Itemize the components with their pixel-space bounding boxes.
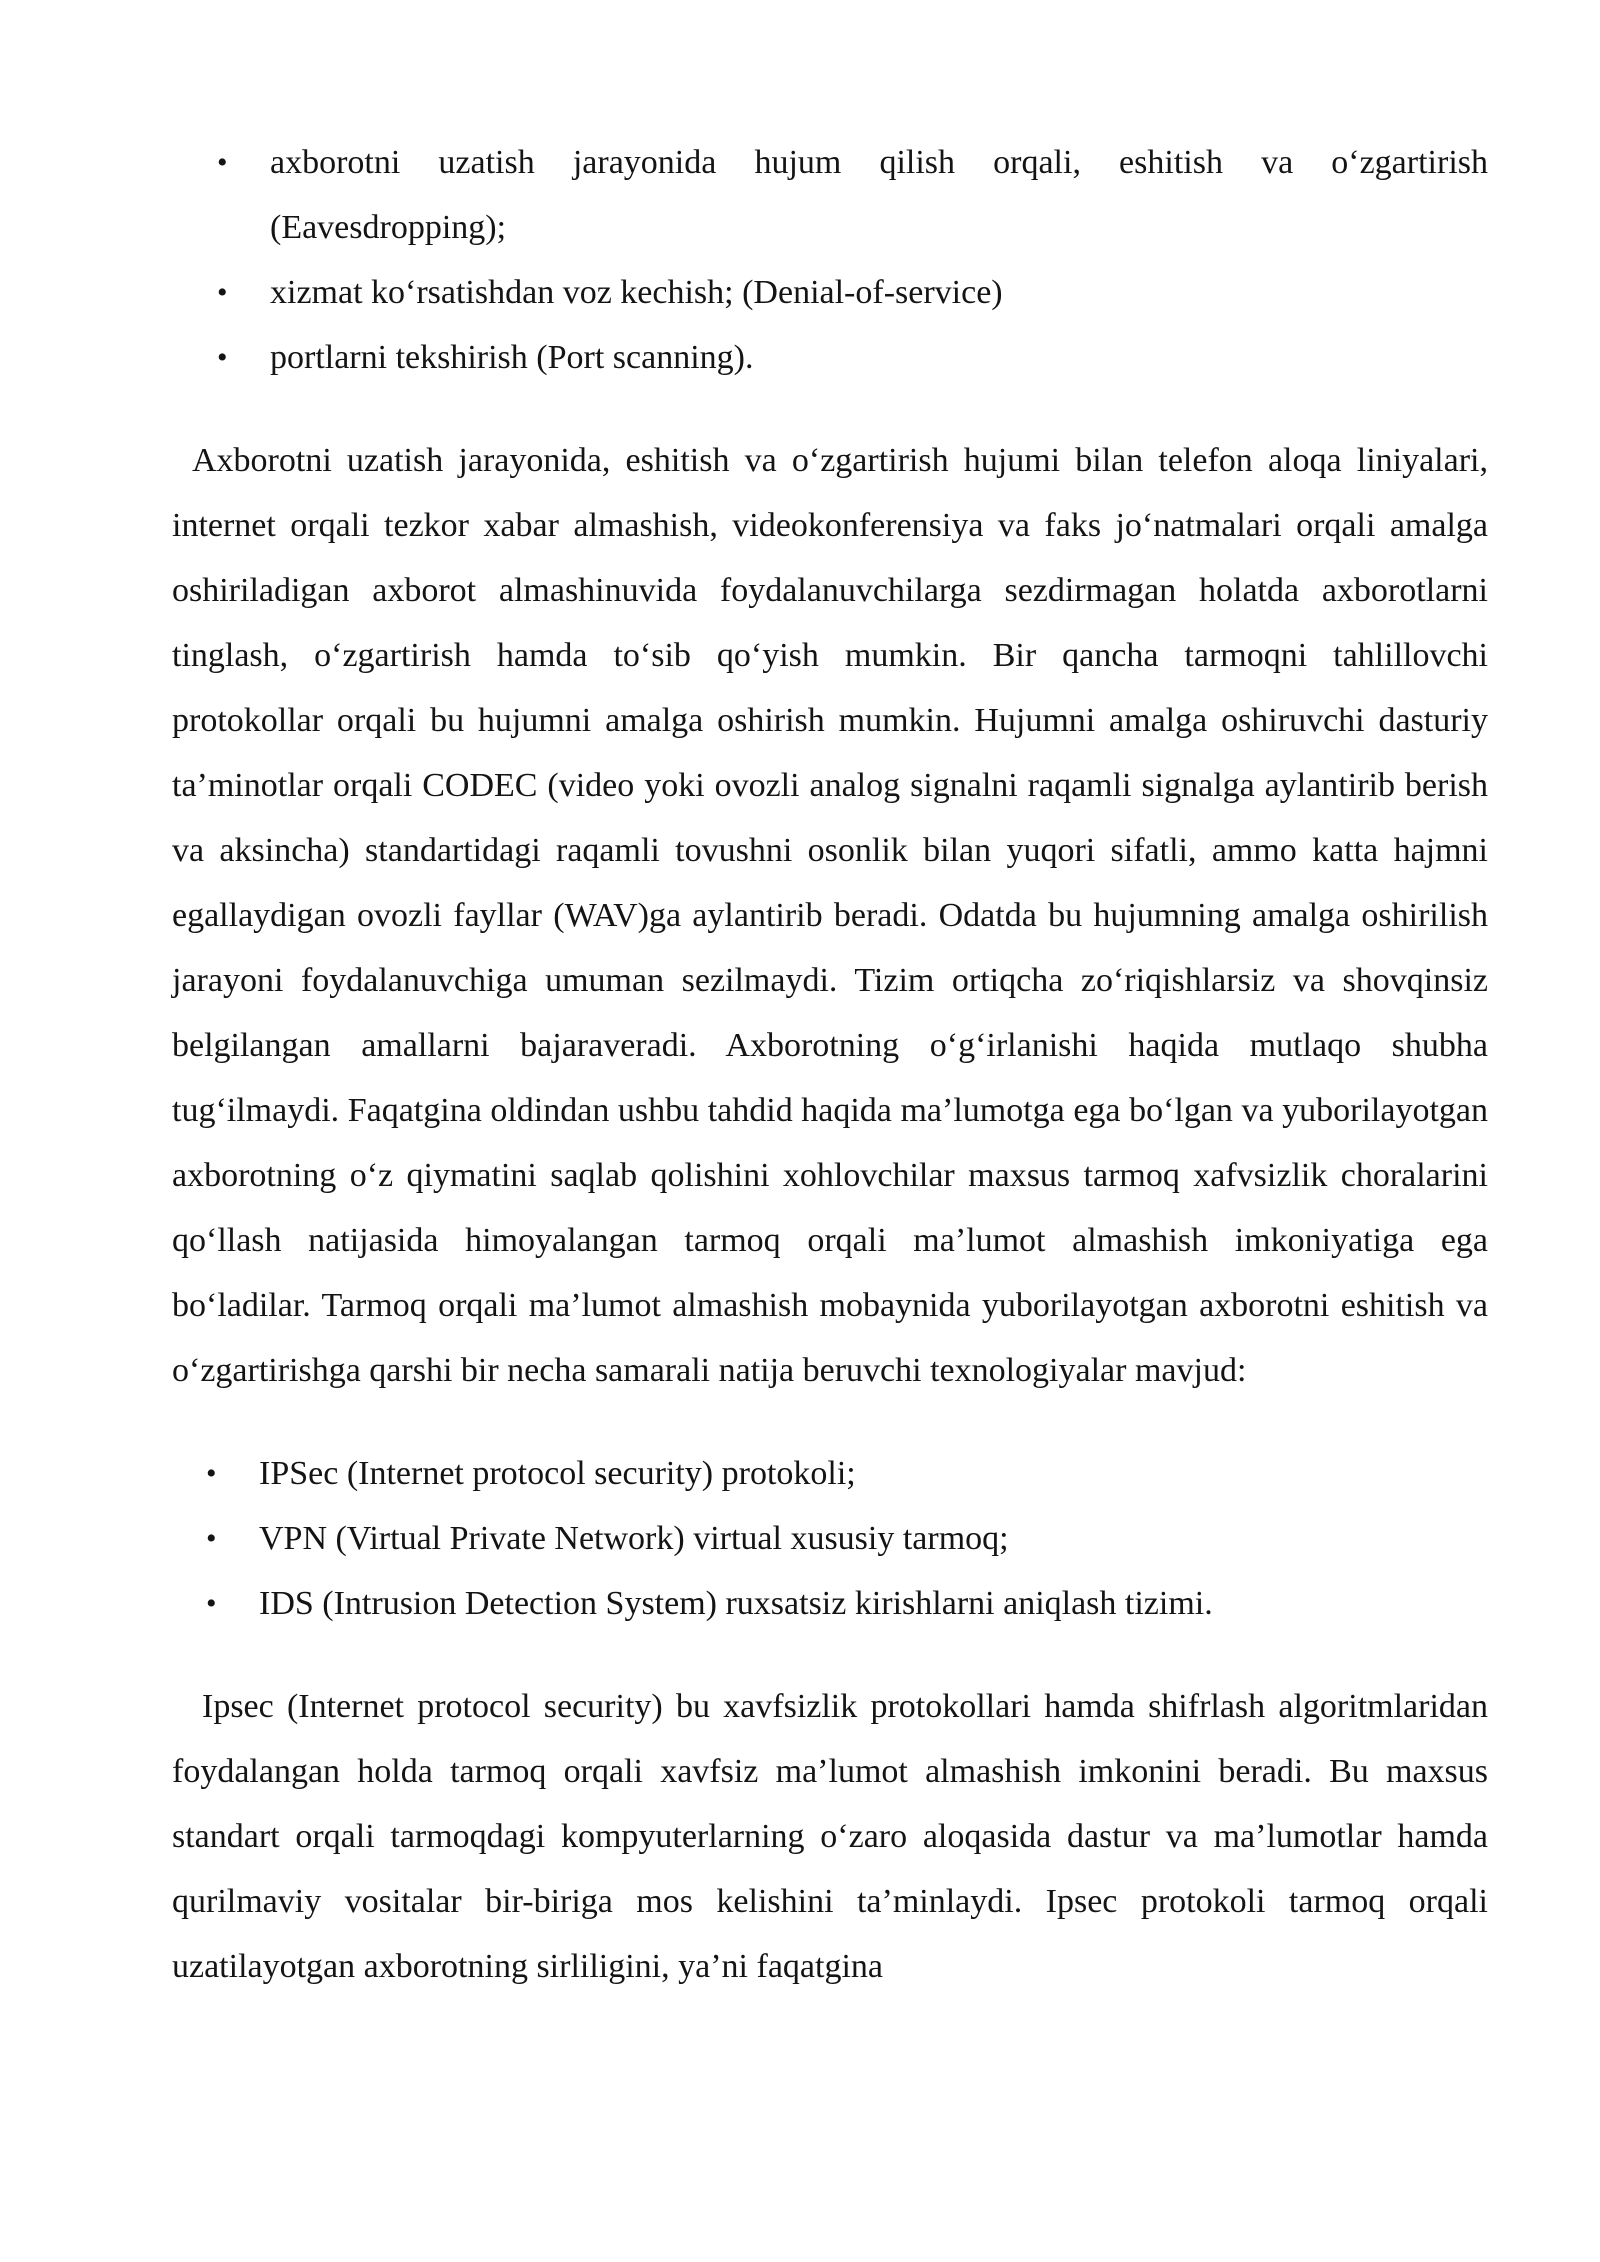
list-item: • xizmat ko‘rsatishdan voz kechish; (Denial-of-service) xyxy=(172,260,1488,325)
list-item: • IDS (Intrusion Detection System) ruxsatsiz kirishlarni aniqlash tizimi. xyxy=(172,1571,1488,1636)
bullet-list-technologies xyxy=(172,1441,1488,1636)
bullet-list-attacks xyxy=(172,130,1488,390)
list-item: • VPN (Virtual Private Network) virtual xususiy tarmoq; xyxy=(172,1506,1488,1571)
paragraph-eavesdropping: Axborotni uzatish jarayonida, eshitish va o‘zgartirish hujumi bilan telefon aloqa liniyalari, internet orqali tezkor xabar almashish, videokonferensiya va faks jo‘natmalari orqali amalga oshiriladigan axborot almashinuvida foydalanuvchilarga sezdirmagan holatda axborotlarni tinglash, o‘zgartirish hamda to‘sib qo‘yish mumkin. Bir qancha tarmoqni tahlillovchi protokollar orqali bu hujumni amalga oshirish mumkin. Hujumni amalga oshiruvchi dasturiy ta’minotlar orqali CODEC (video yoki ovozli analog signalni raqamli signalga aylantirib berish va aksincha) standartidagi raqamli tovushni osonlik bilan yuqori sifatli, ammo katta hajmni egallaydigan ovozli fayllar (WAV)ga aylantirib beradi. Odatda bu hujumning amalga oshirilish jarayoni foydalanuvchiga umuman sezilmaydi. Tizim ortiqcha zo‘riqishlarsiz va shovqinsiz belgilangan amallarni bajaraveradi. Axborotning o‘g‘irlanishi haqida mutlaqo shubha tug‘ilmaydi. Faqatgina oldindan ushbu tahdid haqida ma’lumotga ega bo‘lgan va yuborilayotgan axborotning o‘z qiymatini saqlab qolishini xohlovchilar maxsus tarmoq xafvsizlik choralarini qo‘llash natijasida himoyalangan tarmoq orqali ma’lumot almashish imkoniyatiga ega bo‘ladilar. Tarmoq orqali ma’lumot almashish mobaynida yuborilayotgan axborotni eshitish va o‘zgartirishga qarshi bir necha samarali natija beruvchi texnologiyalar mavjud: xyxy=(172,442,1488,1389)
document-page xyxy=(172,130,1488,1999)
list-item: • portlarni tekshirish (Port scanning). xyxy=(172,325,1488,390)
list-item: • axborotni uzatish jarayonida hujum qilish orqali, eshitish va o‘zgartirish (Eavesdropping); xyxy=(172,130,1488,260)
list-item: • IPSec (Internet protocol security) protokoli; xyxy=(172,1441,1488,1506)
paragraph-ipsec: Ipsec (Internet protocol security) bu xavfsizlik protokollari hamda shifrlash algoritmlaridan foydalangan holda tarmoq orqali xavfsiz ma’lumot almashish imkonini beradi. Bu maxsus standart orqali tarmoqdagi kompyuterlarning o‘zaro aloqasida dastur va ma’lumotlar hamda qurilmaviy vositalar bir-biriga mos kelishini ta’minlaydi. Ipsec protokoli tarmoq orqali uzatilayotgan axborotning sirliligini, ya’ni faqatgina xyxy=(172,1688,1488,1985)
